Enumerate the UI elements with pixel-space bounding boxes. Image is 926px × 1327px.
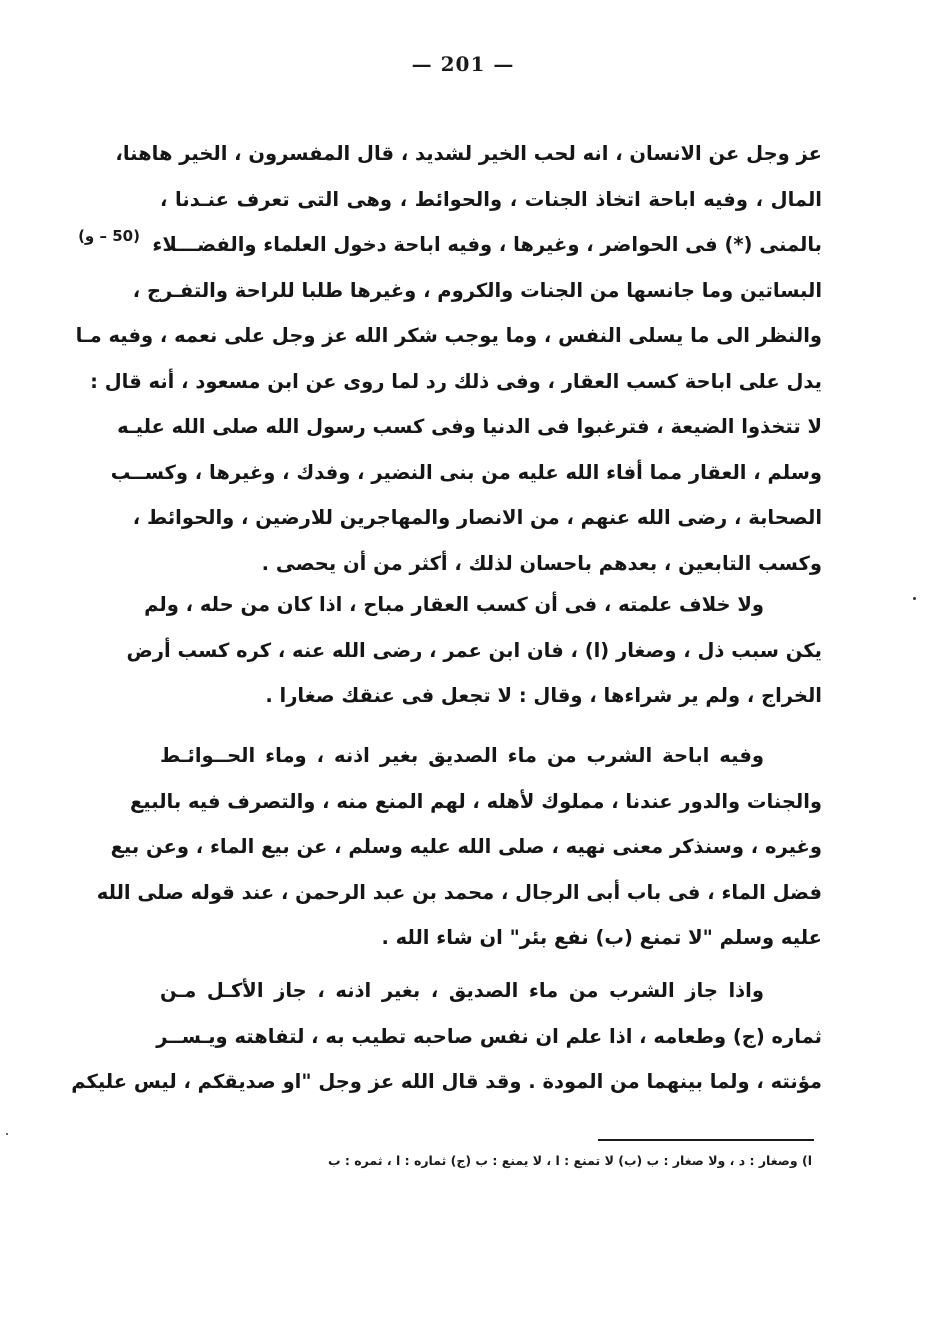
text-line: والجنات والدور عندنا ، مملوك لأهله ، لهم المنع منه ، والتصرف فيه بالبيع — [129, 789, 822, 813]
text-line: المال ، وفيه اباحة اتخاذ الجنات ، والحوائط ، وهى التى تعرف عنـدنا ، — [160, 187, 822, 211]
text-line: ولا خلاف علمته ، فى أن كسب العقار مباح ، اذا كان من حله ، ولم — [144, 593, 764, 616]
margin-note: (50 – و) — [78, 227, 140, 245]
scan-speck — [913, 597, 916, 600]
text-line: بالمنى (*) فى الحواضر ، وغيرها ، وفيه اباحة دخول العلماء والفضـــلاء — [152, 233, 822, 256]
text-line: واذا جاز الشرب من ماء الصديق ، بغير اذنه ، جاز الأكـل مـن — [160, 979, 764, 1002]
text-line: وكسب التابعين ، بعدهم باحسان لذلك ، أكثر من أن يحصى . — [261, 551, 822, 575]
text-line: فضل الماء ، فى باب أبى الرجال ، محمد بن عبد الرحمن ، عند قوله صلى الله — [96, 880, 822, 904]
text-line: عز وجل عن الانسان ، انه لحب الخير لشديد ، قال المفسرون ، الخير هاهنا، — [115, 142, 822, 165]
scan-speck — [6, 1133, 8, 1135]
text-line: وغيره ، وسنذكر معنى نهيه ، صلى الله عليه وسلم ، عن بيع الماء ، وعن بيع — [110, 835, 822, 858]
text-line: الخراج ، ولم ير شراءها ، وقال : لا تجعل فى عنقك صغارا . — [265, 684, 822, 707]
text-line: والنظر الى ما يسلى النفس ، وما يوجب شكر الله عز وجل على نعمه ، وفيه مـا — [75, 324, 822, 347]
paragraph-4 — [71, 968, 822, 1105]
paragraph-2 — [126, 582, 822, 719]
text-line: وفيه اباحة الشرب من ماء الصديق بغير اذنه ، وماء الحــوائـط — [160, 744, 764, 767]
text-line: وسلم ، العقار مما أفاء الله عليه من بنى النضير ، وفدك ، وغيرها ، وكســب — [110, 460, 822, 484]
text-line: عليه وسلم "لا تمنع (ب) نفع بئر" ان شاء الله . — [381, 926, 822, 949]
page-number: — 201 — — [411, 52, 515, 76]
text-line: مؤنته ، ولما بينهما من المودة . وقد قال الله عز وجل "او صديقكم ، ليس عليكم — [71, 1070, 822, 1093]
footnote-separator — [598, 1139, 814, 1141]
text-line: لا تتخذوا الضيعة ، فترغبوا فى الدنيا وفى كسب رسول الله صلى الله عليـه — [117, 415, 822, 438]
text-line: ثماره (ج) وطعامه ، اذا علم ان نفس صاحبه تطيب به ، لتفاهته ويـســر — [156, 1024, 822, 1048]
paragraph-3 — [96, 733, 822, 961]
text-line: يكن سبب ذل ، وصغار (ا) ، فان ابن عمر ، رضى الله عنه ، كره كسب أرض — [126, 638, 822, 662]
text-line: يدل على اباحة كسب العقار ، وفى ذلك رد لما روى عن ابن مسعود ، أنه قال : — [90, 369, 822, 393]
text-line: الصحابة ، رضى الله عنهم ، من الانصار والمهاجرين للارضين ، والحوائط ، — [132, 506, 822, 529]
footnote: ا) وصغار : د ، ولا صغار : ب (ب) لا تمنع : ا ، لا يمنع : ب (ج) ثماره : ا ، ثمره : ب — [328, 1153, 812, 1168]
text-line: البساتين وما جانسها من الجنات والكروم ، وغيرها طلبا للراحة والتفـرج ، — [132, 278, 822, 302]
